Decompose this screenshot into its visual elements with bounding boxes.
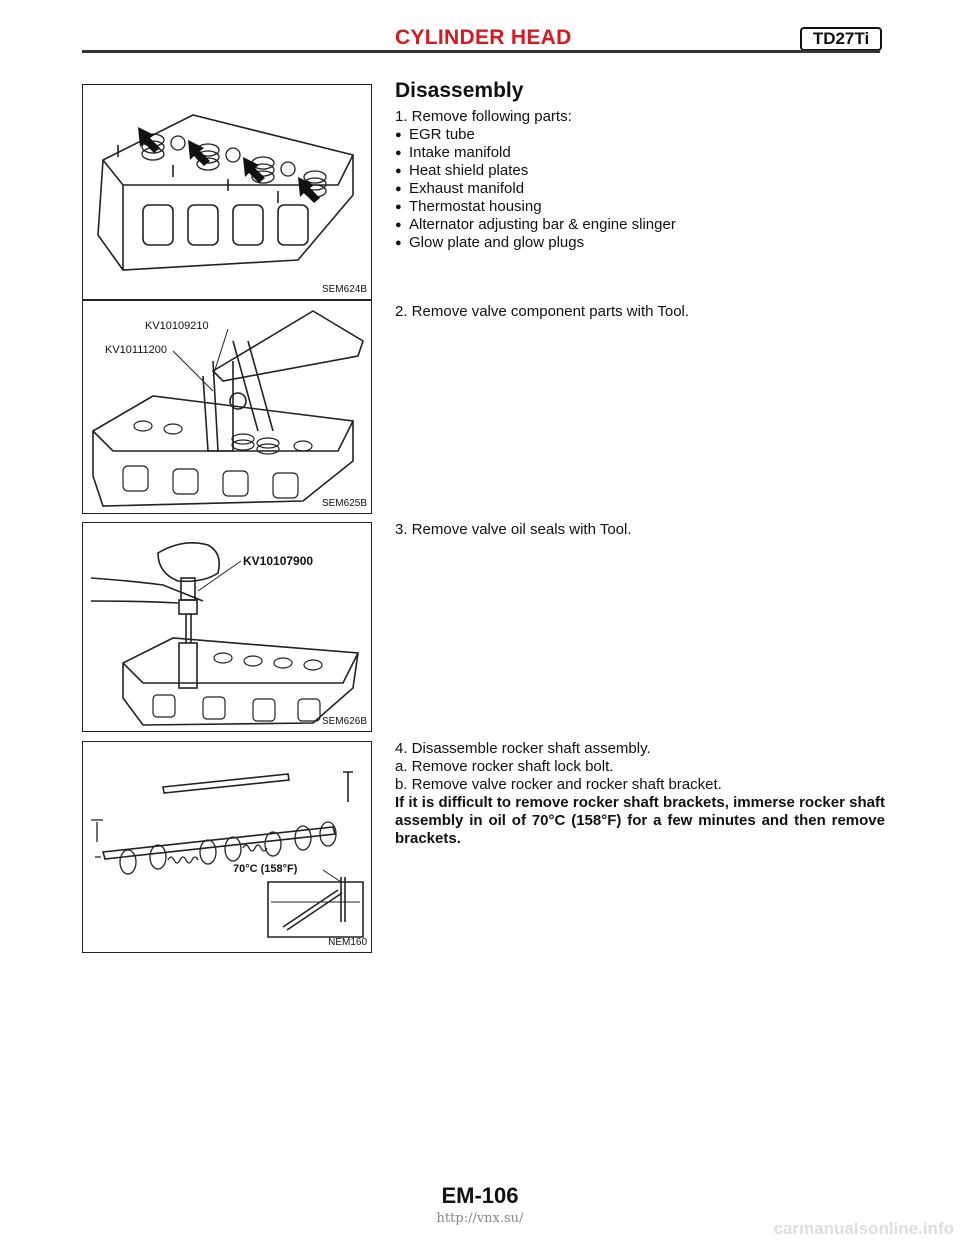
step-4-line-1: 4. Disassemble rocker shaft assembly.	[395, 740, 651, 757]
figure-cylinder-head-top	[82, 84, 372, 300]
figure-valve-oil-seal-puller	[82, 522, 372, 732]
bullet-icon: ●	[395, 147, 402, 159]
step-1-intro: 1. Remove following parts:	[395, 108, 572, 125]
rocker-shaft-illustration	[83, 742, 371, 952]
page-header-title: CYLINDER HEAD	[395, 26, 572, 49]
bullet-item: ● Alternator adjusting bar & engine slinger	[395, 216, 676, 233]
step-4-line-2: a. Remove rocker shaft lock bolt.	[395, 758, 614, 775]
watermark: carmanualsonline.info	[773, 1219, 954, 1238]
engine-model-badge: TD27Ti	[800, 27, 882, 51]
bullet-item: ● Thermostat housing	[395, 198, 542, 215]
step-4-note: If it is difficult to remove rocker shaft brackets, immerse rocker shaft assembly in oil of 70°C (158°F) for a few minutes and then remove brackets.	[395, 794, 885, 847]
tool-label-b: KV10111200	[105, 344, 167, 356]
figure-code: SEM624B	[321, 284, 367, 295]
figure-code: SEM625B	[321, 498, 367, 509]
tool-label-a: KV10109210	[145, 320, 209, 332]
temperature-label: 70°C (158°F)	[233, 863, 298, 875]
figure-rocker-shaft-assembly	[82, 741, 372, 953]
step-3-text: 3. Remove valve oil seals with Tool.	[395, 521, 632, 538]
bullet-item: ● Exhaust manifold	[395, 180, 525, 197]
step-4-block	[395, 740, 885, 848]
oil-seal-puller-illustration	[83, 523, 371, 731]
header-rule	[82, 50, 880, 53]
bullet-icon: ●	[395, 165, 402, 177]
cylinder-head-illustration	[83, 85, 371, 299]
valve-compressor-illustration	[83, 301, 371, 513]
step-4-line-3: b. Remove valve rocker and rocker shaft bracket.	[395, 776, 722, 793]
figure-code: NEM160	[328, 937, 367, 948]
step-1-block	[395, 79, 885, 252]
bullet-icon: ●	[395, 183, 402, 195]
figure-valve-spring-compressor	[82, 300, 372, 514]
footer-url-link[interactable]: http://vnx.su/	[436, 1211, 524, 1226]
bullet-icon: ●	[395, 201, 402, 213]
bullet-icon: ●	[395, 129, 402, 141]
bullet-item: ● EGR tube	[395, 126, 475, 143]
tool-label-a: KV10107900	[243, 554, 314, 568]
section-title: Disassembly	[395, 79, 524, 102]
figure-code: SEM626B	[321, 716, 367, 727]
bullet-icon: ●	[395, 237, 402, 249]
page-number: EM-106	[441, 1183, 519, 1208]
step-2-text: 2. Remove valve component parts with Tool.	[395, 303, 690, 320]
bullet-item: ● Heat shield plates	[395, 162, 529, 179]
bullet-icon: ●	[395, 219, 402, 231]
bullet-item: ● Intake manifold	[395, 144, 511, 161]
bullet-item: ● Glow plate and glow plugs	[395, 234, 585, 251]
